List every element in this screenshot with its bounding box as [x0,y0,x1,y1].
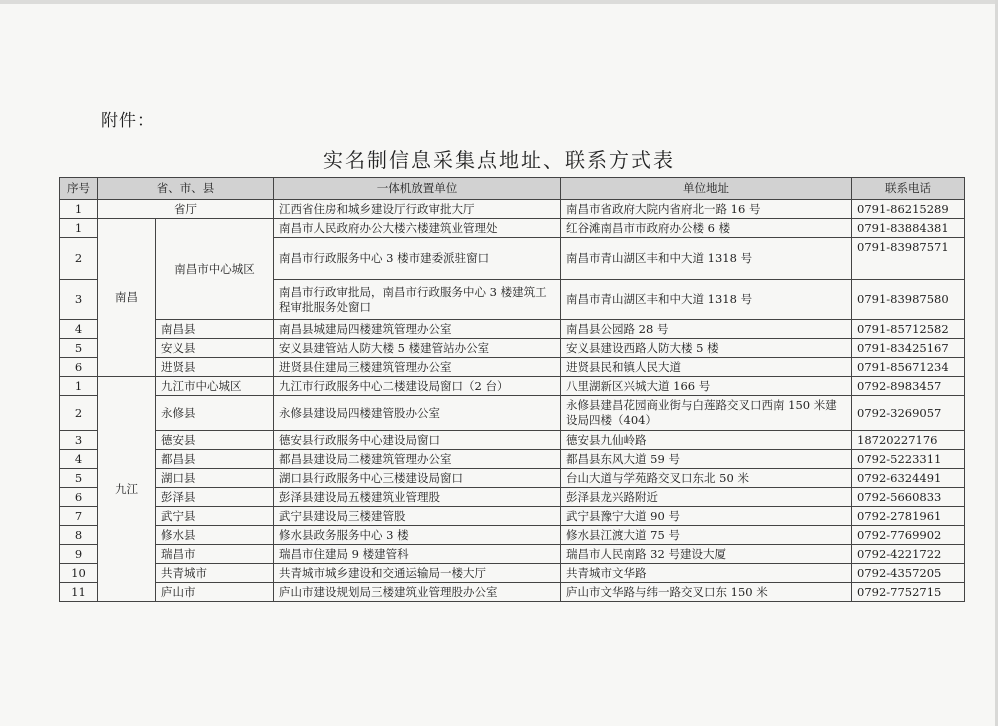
phone-cell: 0791-85671234 [852,358,965,377]
table-row [60,450,965,469]
row-no: 6 [60,488,98,507]
address-cell: 德安县九仙岭路 [561,431,852,450]
row-no: 1 [60,200,98,219]
district-cell: 彭泽县 [156,488,274,507]
district-cell: 湖口县 [156,469,274,488]
address-cell: 南昌县公园路 28 号 [561,320,852,339]
collection-points-table [59,177,965,602]
table-row [60,545,965,564]
unit-cell: 修水县政务服务中心 3 楼 [274,526,561,545]
header-phone: 联系电话 [852,178,965,200]
row-no: 7 [60,507,98,526]
address-cell: 瑞昌市人民南路 32 号建设大厦 [561,545,852,564]
phone-cell: 0791-85712582 [852,320,965,339]
row-no: 4 [60,320,98,339]
district-cell: 进贤县 [156,358,274,377]
district-cell: 庐山市 [156,583,274,602]
address-cell: 红谷滩南昌市市政府办公楼 6 楼 [561,219,852,238]
header-address: 单位地址 [561,178,852,200]
city-cell-nanchang: 南昌 [98,219,156,377]
district-cell: 南昌县 [156,320,274,339]
address-cell: 武宁县豫宁大道 90 号 [561,507,852,526]
phone-cell: 0792-4221722 [852,545,965,564]
unit-cell: 江西省住房和城乡建设厅行政审批大厅 [274,200,561,219]
table-row [60,396,965,431]
district-cell: 九江市中心城区 [156,377,274,396]
address-cell: 南昌市青山湖区丰和中大道 1318 号 [561,280,852,320]
unit-cell: 庐山市建设规划局三楼建筑业管理股办公室 [274,583,561,602]
table-row [60,219,965,238]
unit-cell: 南昌市行政审批局，南昌市行政服务中心 3 楼建筑工程审批服务处窗口 [274,280,561,320]
unit-cell: 南昌市人民政府办公大楼六楼建筑业管理处 [274,219,561,238]
unit-cell: 安义县建管站人防大楼 5 楼建管站办公室 [274,339,561,358]
scan-edge-top [0,0,998,4]
district-cell: 安义县 [156,339,274,358]
row-no: 5 [60,469,98,488]
address-cell: 八里湖新区兴城大道 166 号 [561,377,852,396]
district-cell: 都昌县 [156,450,274,469]
address-cell: 庐山市文华路与纬一路交叉口东 150 米 [561,583,852,602]
row-no: 5 [60,339,98,358]
phone-cell: 0792-4357205 [852,564,965,583]
document-title: 实名制信息采集点地址、联系方式表 [323,148,675,172]
address-cell: 彭泽县龙兴路附近 [561,488,852,507]
table-row [60,431,965,450]
unit-cell: 都昌县建设局二楼建筑管理办公室 [274,450,561,469]
phone-cell: 0792-2781961 [852,507,965,526]
row-no: 3 [60,280,98,320]
unit-cell: 南昌市行政服务中心 3 楼市建委派驻窗口 [274,238,561,280]
attachment-label: 附件： [101,111,155,131]
district-cell: 武宁县 [156,507,274,526]
unit-cell: 德安县行政服务中心建设局窗口 [274,431,561,450]
phone-cell: 0792-7752715 [852,583,965,602]
table-row [60,339,965,358]
address-cell: 永修县建昌花园商业街与白莲路交叉口西南 150 米建设局四楼（404） [561,396,852,431]
table-row [60,377,965,396]
region-cell: 省厅 [98,200,274,219]
phone-cell: 18720227176 [852,431,965,450]
table-row [60,320,965,339]
table-row [60,507,965,526]
header-unit: 一体机放置单位 [274,178,561,200]
row-no: 2 [60,396,98,431]
address-cell: 都昌县东风大道 59 号 [561,450,852,469]
table-row [60,526,965,545]
row-no: 8 [60,526,98,545]
phone-cell: 0792-5223311 [852,450,965,469]
phone-cell: 0792-3269057 [852,396,965,431]
address-cell: 进贤县民和镇人民大道 [561,358,852,377]
row-no: 1 [60,219,98,238]
unit-cell: 永修县建设局四楼建管股办公室 [274,396,561,431]
table-row [60,583,965,602]
address-cell: 共青城市文华路 [561,564,852,583]
row-no: 4 [60,450,98,469]
row-no: 1 [60,377,98,396]
phone-cell: 0791-83987580 [852,280,965,320]
unit-cell: 彭泽县建设局五楼建筑业管理股 [274,488,561,507]
row-no: 10 [60,564,98,583]
table-row [60,200,965,219]
district-cell: 永修县 [156,396,274,431]
row-no: 6 [60,358,98,377]
district-cell: 德安县 [156,431,274,450]
address-cell: 南昌市省政府大院内省府北一路 16 号 [561,200,852,219]
phone-cell: 0792-6324491 [852,469,965,488]
table-row [60,358,965,377]
district-cell: 共青城市 [156,564,274,583]
row-no: 9 [60,545,98,564]
row-no: 11 [60,583,98,602]
header-no: 序号 [60,178,98,200]
district-cell: 南昌市中心城区 [156,219,274,320]
phone-cell: 0792-5660833 [852,488,965,507]
phone-cell: 0792-7769902 [852,526,965,545]
unit-cell: 南昌县城建局四楼建筑管理办公室 [274,320,561,339]
phone-cell: 0792-8983457 [852,377,965,396]
row-no: 3 [60,431,98,450]
phone-cell: 0791-83884381 [852,219,965,238]
table-row [60,564,965,583]
header-region: 省、市、县 [98,178,274,200]
address-cell: 安义县建设西路人防大楼 5 楼 [561,339,852,358]
unit-cell: 九江市行政服务中心二楼建设局窗口（2 台） [274,377,561,396]
table-row [60,488,965,507]
address-cell: 修水县江渡大道 75 号 [561,526,852,545]
row-no: 2 [60,238,98,280]
table-header-row [60,178,965,200]
district-cell: 瑞昌市 [156,545,274,564]
unit-cell: 武宁县建设局三楼建管股 [274,507,561,526]
unit-cell: 瑞昌市住建局 9 楼建管科 [274,545,561,564]
address-cell: 南昌市青山湖区丰和中大道 1318 号 [561,238,852,280]
phone-cell: 0791-83425167 [852,339,965,358]
phone-cell: 0791-86215289 [852,200,965,219]
unit-cell: 湖口县行政服务中心三楼建设局窗口 [274,469,561,488]
unit-cell: 进贤县住建局三楼建筑管理办公室 [274,358,561,377]
district-cell: 修水县 [156,526,274,545]
phone-cell: 0791-83987571 [852,238,965,280]
table-row [60,469,965,488]
city-cell-jiujiang: 九江 [98,377,156,602]
unit-cell: 共青城市城乡建设和交通运输局一楼大厅 [274,564,561,583]
address-cell: 台山大道与学苑路交叉口东北 50 米 [561,469,852,488]
